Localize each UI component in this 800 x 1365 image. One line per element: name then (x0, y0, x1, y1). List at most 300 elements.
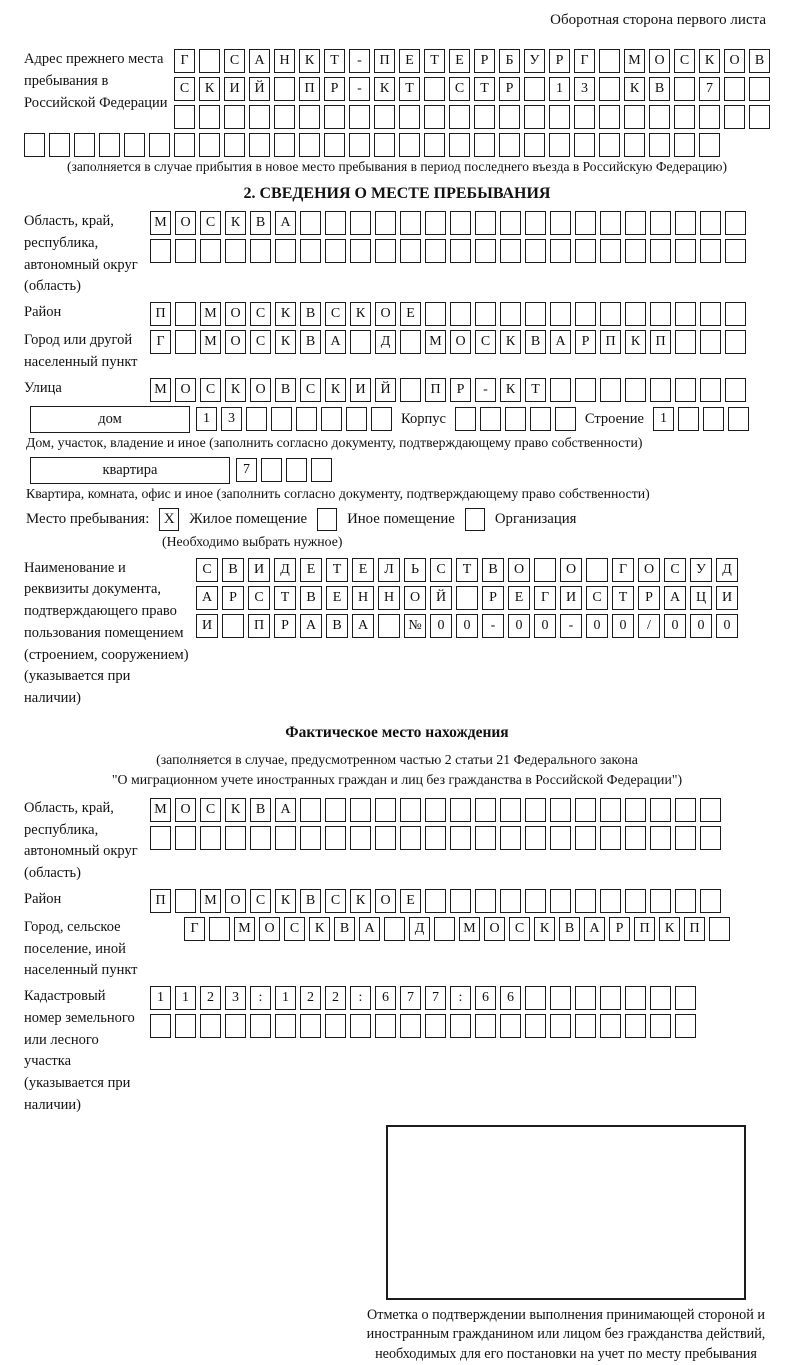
char-cell[interactable] (375, 826, 396, 850)
char-cell[interactable] (574, 133, 595, 157)
char-cell[interactable]: С (250, 889, 271, 913)
char-cell[interactable]: В (300, 330, 321, 354)
char-cell[interactable] (650, 889, 671, 913)
char-cell[interactable]: В (300, 586, 322, 610)
char-cell[interactable] (275, 826, 296, 850)
char-cell[interactable]: С (200, 798, 221, 822)
char-cell[interactable] (450, 798, 471, 822)
char-cell[interactable] (450, 1014, 471, 1038)
char-cell[interactable] (550, 1014, 571, 1038)
char-cell[interactable]: 1 (549, 77, 570, 101)
char-cell[interactable] (530, 407, 551, 431)
char-cell[interactable]: В (300, 302, 321, 326)
char-cell[interactable]: О (508, 558, 530, 582)
char-cell[interactable]: А (275, 211, 296, 235)
char-cell[interactable]: П (600, 330, 621, 354)
char-cell[interactable]: О (175, 211, 196, 235)
char-cell[interactable] (586, 558, 608, 582)
char-cell[interactable] (649, 105, 670, 129)
char-cell[interactable]: 0 (586, 614, 608, 638)
char-cell[interactable]: У (690, 558, 712, 582)
char-cell[interactable]: С (325, 302, 346, 326)
char-cell[interactable] (525, 826, 546, 850)
char-cell[interactable]: С (250, 330, 271, 354)
char-cell[interactable] (574, 105, 595, 129)
char-cell[interactable] (350, 211, 371, 235)
char-cell[interactable]: В (300, 889, 321, 913)
char-cell[interactable] (555, 407, 576, 431)
char-cell[interactable]: В (275, 378, 296, 402)
char-cell[interactable] (425, 889, 446, 913)
char-cell[interactable]: Г (184, 917, 205, 941)
char-cell[interactable] (424, 133, 445, 157)
char-cell[interactable]: М (234, 917, 255, 941)
char-cell[interactable]: Р (499, 77, 520, 101)
char-cell[interactable]: Ь (404, 558, 426, 582)
char-cell[interactable]: С (200, 378, 221, 402)
char-cell[interactable] (525, 986, 546, 1010)
char-cell[interactable] (724, 77, 745, 101)
char-cell[interactable] (599, 77, 620, 101)
char-cell[interactable] (378, 614, 400, 638)
char-cell[interactable] (699, 133, 720, 157)
char-cell[interactable] (749, 105, 770, 129)
char-cell[interactable] (275, 239, 296, 263)
char-cell[interactable]: В (250, 211, 271, 235)
char-cell[interactable] (321, 407, 342, 431)
char-cell[interactable] (725, 330, 746, 354)
char-cell[interactable] (274, 105, 295, 129)
char-cell[interactable] (425, 826, 446, 850)
char-cell[interactable]: К (199, 77, 220, 101)
char-cell[interactable]: 3 (574, 77, 595, 101)
char-cell[interactable]: П (150, 302, 171, 326)
checkbox-organization[interactable] (465, 508, 485, 531)
char-cell[interactable]: К (275, 889, 296, 913)
char-cell[interactable]: К (309, 917, 330, 941)
char-cell[interactable] (200, 1014, 221, 1038)
char-cell[interactable] (150, 239, 171, 263)
char-cell[interactable]: К (500, 378, 521, 402)
char-cell[interactable] (674, 105, 695, 129)
char-cell[interactable]: К (374, 77, 395, 101)
char-cell[interactable] (475, 798, 496, 822)
char-cell[interactable] (350, 798, 371, 822)
char-cell[interactable] (700, 826, 721, 850)
char-cell[interactable]: К (350, 889, 371, 913)
char-cell[interactable] (474, 105, 495, 129)
char-cell[interactable]: 0 (430, 614, 452, 638)
char-cell[interactable]: М (200, 330, 221, 354)
char-cell[interactable]: С (430, 558, 452, 582)
char-cell[interactable] (600, 378, 621, 402)
char-cell[interactable]: Г (534, 586, 556, 610)
char-cell[interactable] (400, 1014, 421, 1038)
char-cell[interactable] (24, 133, 45, 157)
char-cell[interactable]: А (325, 330, 346, 354)
char-cell[interactable] (300, 826, 321, 850)
char-cell[interactable] (475, 239, 496, 263)
char-cell[interactable] (99, 133, 120, 157)
char-cell[interactable] (549, 105, 570, 129)
char-cell[interactable]: А (352, 614, 374, 638)
char-cell[interactable] (550, 211, 571, 235)
char-cell[interactable]: О (649, 49, 670, 73)
char-cell[interactable] (274, 133, 295, 157)
char-cell[interactable]: И (716, 586, 738, 610)
char-cell[interactable] (199, 133, 220, 157)
char-cell[interactable]: И (196, 614, 218, 638)
char-cell[interactable]: А (196, 586, 218, 610)
char-cell[interactable] (175, 1014, 196, 1038)
char-cell[interactable]: С (509, 917, 530, 941)
char-cell[interactable]: Т (274, 586, 296, 610)
char-cell[interactable]: - (475, 378, 496, 402)
char-cell[interactable]: А (359, 917, 380, 941)
char-cell[interactable] (325, 826, 346, 850)
char-cell[interactable] (650, 211, 671, 235)
char-cell[interactable] (550, 302, 571, 326)
char-cell[interactable]: Е (400, 302, 421, 326)
char-cell[interactable]: О (259, 917, 280, 941)
char-cell[interactable]: Т (456, 558, 478, 582)
char-cell[interactable] (350, 330, 371, 354)
char-cell[interactable] (500, 826, 521, 850)
char-cell[interactable]: О (484, 917, 505, 941)
char-cell[interactable] (675, 302, 696, 326)
char-cell[interactable] (500, 302, 521, 326)
char-cell[interactable] (450, 211, 471, 235)
char-cell[interactable]: А (550, 330, 571, 354)
char-cell[interactable] (311, 458, 332, 482)
char-cell[interactable] (728, 407, 749, 431)
char-cell[interactable]: К (299, 49, 320, 73)
char-cell[interactable] (124, 133, 145, 157)
char-cell[interactable] (450, 302, 471, 326)
char-cell[interactable] (400, 826, 421, 850)
char-cell[interactable] (400, 798, 421, 822)
char-cell[interactable] (475, 302, 496, 326)
char-cell[interactable]: С (224, 49, 245, 73)
char-cell[interactable]: Н (378, 586, 400, 610)
char-cell[interactable]: П (650, 330, 671, 354)
char-cell[interactable]: М (150, 798, 171, 822)
char-cell[interactable] (275, 1014, 296, 1038)
char-cell[interactable] (675, 889, 696, 913)
char-cell[interactable]: К (625, 330, 646, 354)
char-cell[interactable]: О (375, 302, 396, 326)
char-cell[interactable] (525, 1014, 546, 1038)
char-cell[interactable] (675, 330, 696, 354)
char-cell[interactable]: Д (716, 558, 738, 582)
char-cell[interactable] (500, 889, 521, 913)
char-cell[interactable]: Р (638, 586, 660, 610)
char-cell[interactable]: О (225, 889, 246, 913)
char-cell[interactable] (749, 77, 770, 101)
char-cell[interactable] (600, 826, 621, 850)
char-cell[interactable]: В (334, 917, 355, 941)
char-cell[interactable]: Р (450, 378, 471, 402)
char-cell[interactable] (450, 239, 471, 263)
char-cell[interactable]: И (224, 77, 245, 101)
char-cell[interactable]: Н (274, 49, 295, 73)
char-cell[interactable] (625, 889, 646, 913)
char-cell[interactable]: Д (409, 917, 430, 941)
char-cell[interactable] (624, 105, 645, 129)
char-cell[interactable] (600, 889, 621, 913)
char-cell[interactable] (450, 889, 471, 913)
char-cell[interactable] (700, 302, 721, 326)
char-cell[interactable] (425, 1014, 446, 1038)
char-cell[interactable] (475, 211, 496, 235)
char-cell[interactable] (349, 133, 370, 157)
char-cell[interactable] (250, 1014, 271, 1038)
char-cell[interactable] (350, 239, 371, 263)
char-cell[interactable]: С (248, 586, 270, 610)
char-cell[interactable] (674, 133, 695, 157)
char-cell[interactable] (455, 407, 476, 431)
char-cell[interactable]: Е (326, 586, 348, 610)
char-cell[interactable]: М (200, 302, 221, 326)
char-cell[interactable] (349, 105, 370, 129)
char-cell[interactable] (225, 239, 246, 263)
char-cell[interactable] (550, 826, 571, 850)
char-cell[interactable]: М (624, 49, 645, 73)
char-cell[interactable]: П (634, 917, 655, 941)
char-cell[interactable] (625, 378, 646, 402)
char-cell[interactable]: : (450, 986, 471, 1010)
char-cell[interactable] (175, 889, 196, 913)
char-cell[interactable]: - (349, 77, 370, 101)
char-cell[interactable] (175, 239, 196, 263)
char-cell[interactable]: О (560, 558, 582, 582)
char-cell[interactable] (675, 798, 696, 822)
char-cell[interactable]: К (225, 378, 246, 402)
char-cell[interactable]: Е (300, 558, 322, 582)
char-cell[interactable] (649, 133, 670, 157)
char-cell[interactable]: 1 (653, 407, 674, 431)
char-cell[interactable]: М (150, 378, 171, 402)
char-cell[interactable]: И (560, 586, 582, 610)
char-cell[interactable] (725, 302, 746, 326)
char-cell[interactable] (222, 614, 244, 638)
char-cell[interactable] (524, 105, 545, 129)
char-cell[interactable] (199, 49, 220, 73)
char-cell[interactable] (524, 77, 545, 101)
char-cell[interactable] (725, 239, 746, 263)
char-cell[interactable] (346, 407, 367, 431)
char-cell[interactable]: В (649, 77, 670, 101)
char-cell[interactable] (350, 826, 371, 850)
char-cell[interactable] (300, 211, 321, 235)
char-cell[interactable] (299, 105, 320, 129)
char-cell[interactable] (525, 302, 546, 326)
char-cell[interactable]: 0 (456, 614, 478, 638)
char-cell[interactable] (350, 1014, 371, 1038)
char-cell[interactable]: Р (324, 77, 345, 101)
char-cell[interactable] (224, 105, 245, 129)
char-cell[interactable]: М (459, 917, 480, 941)
char-cell[interactable]: О (250, 378, 271, 402)
char-cell[interactable] (700, 889, 721, 913)
char-cell[interactable] (500, 239, 521, 263)
char-cell[interactable] (499, 105, 520, 129)
char-cell[interactable]: Н (352, 586, 374, 610)
char-cell[interactable] (300, 239, 321, 263)
char-cell[interactable]: Ц (690, 586, 712, 610)
char-cell[interactable]: 0 (690, 614, 712, 638)
char-cell[interactable] (399, 133, 420, 157)
char-cell[interactable] (425, 211, 446, 235)
char-cell[interactable]: О (724, 49, 745, 73)
char-cell[interactable] (650, 239, 671, 263)
char-cell[interactable]: Й (430, 586, 452, 610)
char-cell[interactable]: А (249, 49, 270, 73)
char-cell[interactable] (324, 105, 345, 129)
char-cell[interactable]: М (200, 889, 221, 913)
char-cell[interactable] (600, 211, 621, 235)
char-cell[interactable]: М (425, 330, 446, 354)
char-cell[interactable] (500, 1014, 521, 1038)
char-cell[interactable]: И (350, 378, 371, 402)
char-cell[interactable] (699, 105, 720, 129)
char-cell[interactable]: Т (326, 558, 348, 582)
char-cell[interactable]: А (664, 586, 686, 610)
char-cell[interactable] (174, 105, 195, 129)
char-cell[interactable] (650, 826, 671, 850)
char-cell[interactable] (599, 49, 620, 73)
char-cell[interactable]: 0 (664, 614, 686, 638)
char-cell[interactable]: О (225, 302, 246, 326)
char-cell[interactable] (400, 330, 421, 354)
char-cell[interactable]: Р (575, 330, 596, 354)
char-cell[interactable] (674, 77, 695, 101)
char-cell[interactable] (296, 407, 317, 431)
char-cell[interactable]: О (375, 889, 396, 913)
char-cell[interactable]: Р (609, 917, 630, 941)
char-cell[interactable]: О (404, 586, 426, 610)
char-cell[interactable]: 6 (375, 986, 396, 1010)
char-cell[interactable] (550, 378, 571, 402)
char-cell[interactable]: В (326, 614, 348, 638)
char-cell[interactable]: К (275, 330, 296, 354)
char-cell[interactable] (700, 239, 721, 263)
char-cell[interactable]: С (196, 558, 218, 582)
char-cell[interactable] (625, 1014, 646, 1038)
char-cell[interactable] (624, 133, 645, 157)
char-cell[interactable] (175, 302, 196, 326)
char-cell[interactable] (599, 105, 620, 129)
char-cell[interactable] (150, 826, 171, 850)
char-cell[interactable] (249, 105, 270, 129)
checkbox-residential[interactable] (159, 508, 179, 531)
char-cell[interactable]: К (350, 302, 371, 326)
char-cell[interactable]: В (749, 49, 770, 73)
char-cell[interactable] (499, 133, 520, 157)
char-cell[interactable]: П (248, 614, 270, 638)
char-cell[interactable] (250, 239, 271, 263)
char-cell[interactable]: П (374, 49, 395, 73)
char-cell[interactable] (599, 133, 620, 157)
char-cell[interactable] (400, 378, 421, 402)
char-cell[interactable] (600, 302, 621, 326)
char-cell[interactable] (400, 211, 421, 235)
char-cell[interactable]: К (500, 330, 521, 354)
char-cell[interactable] (249, 133, 270, 157)
char-cell[interactable] (550, 986, 571, 1010)
char-cell[interactable] (325, 239, 346, 263)
char-cell[interactable]: 3 (225, 986, 246, 1010)
char-cell[interactable]: Е (352, 558, 374, 582)
char-cell[interactable]: - (349, 49, 370, 73)
char-cell[interactable] (456, 586, 478, 610)
char-cell[interactable]: Т (424, 49, 445, 73)
char-cell[interactable]: 0 (716, 614, 738, 638)
char-cell[interactable]: 1 (175, 986, 196, 1010)
char-cell[interactable] (149, 133, 170, 157)
char-cell[interactable] (175, 330, 196, 354)
char-cell[interactable] (300, 1014, 321, 1038)
char-cell[interactable]: С (325, 889, 346, 913)
char-cell[interactable]: Е (508, 586, 530, 610)
char-cell[interactable] (550, 239, 571, 263)
char-cell[interactable] (725, 378, 746, 402)
char-cell[interactable] (575, 1014, 596, 1038)
char-cell[interactable]: 1 (150, 986, 171, 1010)
char-cell[interactable]: 7 (425, 986, 446, 1010)
char-cell[interactable] (225, 826, 246, 850)
char-cell[interactable] (299, 133, 320, 157)
char-cell[interactable] (550, 798, 571, 822)
char-cell[interactable] (675, 1014, 696, 1038)
char-cell[interactable] (74, 133, 95, 157)
char-cell[interactable] (425, 302, 446, 326)
char-cell[interactable] (575, 239, 596, 263)
char-cell[interactable] (600, 239, 621, 263)
char-cell[interactable] (575, 302, 596, 326)
char-cell[interactable]: Е (400, 889, 421, 913)
char-cell[interactable] (375, 211, 396, 235)
char-cell[interactable] (500, 798, 521, 822)
char-cell[interactable] (300, 798, 321, 822)
char-cell[interactable] (375, 798, 396, 822)
char-cell[interactable]: Б (499, 49, 520, 73)
char-cell[interactable]: С (174, 77, 195, 101)
char-cell[interactable] (650, 302, 671, 326)
char-cell[interactable]: Е (449, 49, 470, 73)
char-cell[interactable]: В (222, 558, 244, 582)
char-cell[interactable] (150, 1014, 171, 1038)
char-cell[interactable] (600, 1014, 621, 1038)
char-cell[interactable]: / (638, 614, 660, 638)
char-cell[interactable] (325, 1014, 346, 1038)
char-cell[interactable] (675, 211, 696, 235)
char-cell[interactable] (700, 798, 721, 822)
char-cell[interactable] (246, 407, 267, 431)
char-cell[interactable]: К (534, 917, 555, 941)
char-cell[interactable] (575, 826, 596, 850)
char-cell[interactable]: Й (375, 378, 396, 402)
char-cell[interactable]: В (525, 330, 546, 354)
char-cell[interactable] (625, 826, 646, 850)
char-cell[interactable]: К (225, 211, 246, 235)
char-cell[interactable]: Д (375, 330, 396, 354)
char-cell[interactable]: Т (525, 378, 546, 402)
char-cell[interactable] (534, 558, 556, 582)
char-cell[interactable]: А (275, 798, 296, 822)
char-cell[interactable] (425, 798, 446, 822)
char-cell[interactable] (525, 211, 546, 235)
